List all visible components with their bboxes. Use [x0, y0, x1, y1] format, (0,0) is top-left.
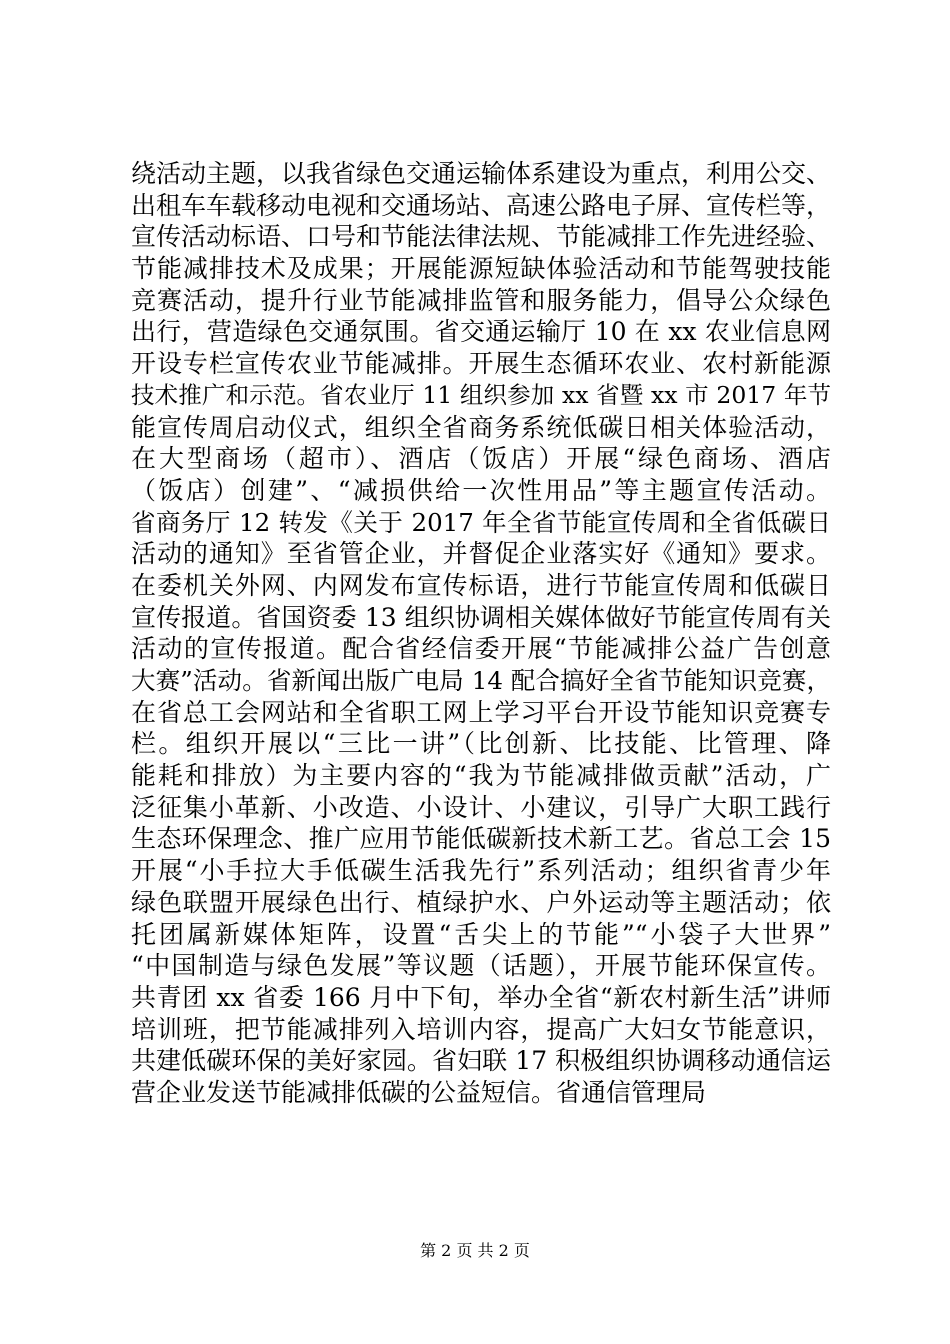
text-line: 泛征集小革新、小改造、小设计、小建议，引导广大职工践行: [131, 792, 831, 822]
text-line: 共青团 xx 省委 166 月中下旬，举办全省“新农村新生活”讲师: [131, 982, 831, 1012]
text-line: 宣传活动标语、口号和节能法律法规、节能减排工作先进经验、: [131, 222, 832, 252]
text-line: 大赛”活动。省新闻出版广电局 14 配合搞好全省节能知识竞赛，: [131, 666, 831, 695]
text-line: 托团属新媒体矩阵，设置“舌尖上的节能”“小袋子大世界”: [131, 919, 831, 949]
text-line: 省商务厅 12 转发《关于 2017 年全省节能宣传周和全省低碳日: [131, 507, 831, 537]
text-line: 开展“小手拉大手低碳生活我先行”系列活动；组织省青少年: [131, 856, 831, 886]
text-line: 竞赛活动，提升行业节能减排监管和服务能力，倡导公众绿色: [131, 285, 831, 315]
text-line: 出行，营造绿色交通氛围。省交通运输厅 10 在 xx 农业信息网: [131, 317, 831, 347]
text-line: 绿色联盟开展绿色出行、植绿护水、户外运动等主题活动；依: [131, 887, 831, 917]
text-line: 共建低碳环保的美好家园。省妇联 17 积极组织协调移动通信运: [131, 1046, 831, 1076]
text-line: 开设专栏宣传农业节能减排。开展生态循环农业、农村新能源: [131, 349, 831, 379]
text-line: 栏。组织开展以“三比一讲”（比创新、比技能、比管理、降: [131, 729, 831, 759]
text-line: 在省总工会网站和全省职工网上学习平台开设节能知识竞赛专: [131, 697, 831, 727]
text-line: 活动的宣传报道。配合省经信委开展“节能减排公益广告创意: [131, 634, 831, 664]
text-line: 出租车车载移动电视和交通场站、高速公路电子屏、宣传栏等，: [131, 190, 832, 220]
text-line: 能宣传周启动仪式，组织全省商务系统低碳日相关体验活动，: [131, 412, 831, 442]
text-line: 在委机关外网、内网发布宣传标语，进行节能宣传周和低碳日: [131, 570, 831, 600]
text-line: （饭店）创建”、“减损供给一次性用品”等主题宣传活动。: [131, 475, 831, 505]
text-line: 生态环保理念、推广应用节能低碳新技术新工艺。省总工会 15: [131, 824, 831, 854]
page-footer: 第 2 页 共 2 页: [420, 1241, 530, 1260]
text-line: 宣传报道。省国资委 13 组织协调相关媒体做好节能宣传周有关: [131, 602, 831, 632]
text-line: 培训班，把节能减排列入培训内容，提高广大妇女节能意识，: [131, 1014, 831, 1044]
text-line: 营企业发送节能减排低碳的公益短信。省通信管理局: [131, 1077, 707, 1107]
text-line: 能耗和排放）为主要内容的“我为节能减排做贡献”活动，广: [131, 761, 831, 791]
text-line: “中国制造与绿色发展”等议题（话题），开展节能环保宣传。: [131, 951, 831, 981]
text-line: 活动的通知》至省管企业，并督促企业落实好《通知》要求。: [131, 539, 831, 569]
text-line: 绕活动主题，以我省绿色交通运输体系建设为重点，利用公交、: [131, 159, 832, 188]
text-line: 在大型商场（超市）、酒店（饭店）开展“绿色商场、酒店: [131, 444, 831, 474]
text-line: 技术推广和示范。省农业厅 11 组织参加 xx 省暨 xx 市 2017 年节: [131, 380, 831, 409]
body-text: [131, 158, 831, 1109]
text-line: 节能减排技术及成果；开展能源短缺体验活动和节能驾驶技能: [131, 254, 831, 284]
